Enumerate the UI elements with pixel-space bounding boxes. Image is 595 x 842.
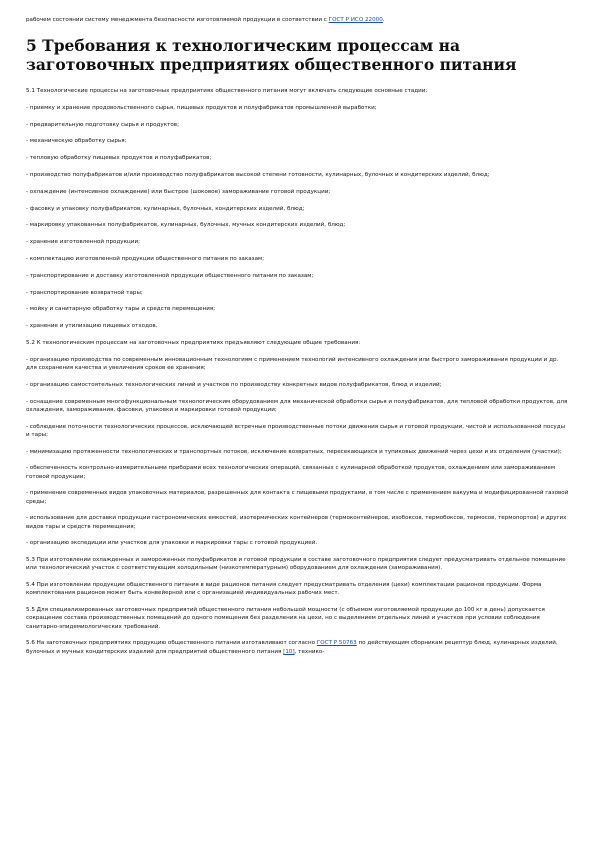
paragraph-text: 5.6 На заготовочных предприятиях продукцию общественного питания изготавливают согласно <box>26 640 317 647</box>
paragraph: - фасовку и упаковку полуфабрикатов, кулинарных, булочных, кондитерских изделий, блюд; <box>26 205 305 212</box>
paragraph: 5.5 Для специализированных заготовочных предприятий общественного питания небольшой мощности (с объемом изготовляемой продукции до 100 кг в день) допускается сокращение состава производственных помещений до одного помещения без разделения на цехи, но с выделением отдельных линий и участков при условии соблюдения санитарно-эпидемиологических требований. <box>26 607 545 630</box>
paragraph: - хранение изготовленной продукции; <box>26 239 140 246</box>
paragraph: - использование для доставки продукции гастрономических емкостей, изотермических контейнеров (термоконтейнеров, изобоксов, термобоксов, термосов, термопортов) и других видов тары и средств перемещения; <box>26 515 567 530</box>
paragraph: - производство полуфабрикатов и/или производство полуфабрикатов высокой степени готовности, кулинарных, булочных и кондитерских изделий, блюд; <box>26 171 490 178</box>
paragraph: - транспортирование возвратной тары; <box>26 289 143 296</box>
paragraph: - организацию самостоятельных технологических линий и участков по производству конкретных видов полуфабрикатов, блюд и изделий; <box>26 381 442 388</box>
section-title: 5 Требования к технологическим процессам на заготовочных предприятиях общественного питания <box>26 36 517 74</box>
paragraph: - мойку и санитарную обработку тары и средств перемещения; <box>26 306 216 313</box>
paragraph: - организацию экспедиции или участков для упаковки и маркировки тары с готовой продукцией. <box>26 540 318 547</box>
paragraph: - оснащение современным многофункциональным технологическим оборудованием для механической обработки сырья и полуфабрикатов, для тепловой обработки продуктов, для охлаждения, замораживания, фасовки, упаковки и маркировки готовой продукции; <box>26 398 568 413</box>
paragraph: - минимизацию протяженности технологических и транспортных потоков, исключение возвратных, пересекающихся и тупиковых движений через цехи и их отделения (участки); <box>26 448 562 455</box>
paragraph: - приемку и хранение продовольственного сырья, пищевых продуктов и полуфабрикатов промышленной выработки; <box>26 104 377 111</box>
paragraph-5-6 <box>26 639 569 655</box>
intro-text: рабочем состоянии систему менеджмента безопасности изготовляемой продукции в соответствии с <box>26 17 329 23</box>
paragraph: 5.4 При изготовлении продукции общественного питания в виде рационов питания следует предусматривать отделения (цехи) комплектации рационов продукции. Форма комплектования рационов может быть конвейерной или с организацией индивидуальных рабочих мест. <box>26 582 542 597</box>
paragraph: - предварительную подготовку сырья и продуктов; <box>26 121 179 128</box>
paragraph: - тепловую обработку пищевых продуктов и полуфабрикатов; <box>26 155 212 162</box>
paragraph-text: , технико- <box>294 648 325 655</box>
paragraph: - обеспеченность контрольно-измерительными приборами всех технологических операций, связанных с кулинарной обработкой продуктов, охлаждением или замораживанием готовой продукции; <box>26 465 556 480</box>
paragraph: 5.1 Технологические процессы на заготовочных предприятиях общественного питания могут включать следующие основные стадии: <box>26 88 428 94</box>
intro-paragraph <box>26 16 569 24</box>
paragraph-text: по действующим сборникам рецептур блюд, кулинарных изделий, булочных и мучных кондитерских изделий для предприятий общественного питания <box>26 640 558 655</box>
paragraph: 5.2 К технологическим процессам на заготовочных предприятиях предъявляют следующие общие требования: <box>26 339 361 346</box>
standard-link[interactable]: ГОСТ Р ИСО 22000 <box>328 17 383 23</box>
paragraph: - применение современных видов упаковочных материалов, разрешенных для контакта с пищевыми продуктами, в том числе с применением вакуума и модифицированной газовой среды; <box>26 490 569 505</box>
reference-link[interactable]: [10] <box>283 648 295 655</box>
paragraph: - маркировку упакованных полуфабрикатов, кулинарных, булочных, мучных кондитерских изделий, блюд; <box>26 222 346 229</box>
paragraph: - соблюдение поточности технологических процессов, исключающей встречные производственные потоки движения сырья и готовой продукции, чистой и использованной посуды и тары; <box>26 423 566 438</box>
paragraph: - комплектацию изготовленной продукции общественного питания по заказам; <box>26 255 265 262</box>
paragraph: 5.3 При изготовлении охлажденных и замороженных полуфабрикатов и готовой продукции в составе заготовочного предприятия следует предусматривать отдельное помещение или технологический участок с соответствующим холодильным (низкотемпературным) оборудованием для охлаждения (замораживания). <box>26 557 566 572</box>
paragraph: - транспортирование и доставку изготовленной продукции общественного питания по заказам; <box>26 272 314 279</box>
paragraph: - механическую обработку сырья; <box>26 138 127 145</box>
paragraph: - хранение и утилизацию пищевых отходов. <box>26 323 158 330</box>
paragraph: - организацию производства по современным инновационным технологиям с применением технологий интенсивного охлаждения или быстрого замораживания продукции и др. для сохранения качества и увеличения сроков ее хранения; <box>26 356 559 371</box>
paragraph-list <box>26 87 569 631</box>
standard-link[interactable]: ГОСТ Р 50763 <box>316 640 357 647</box>
intro-tail: . <box>382 17 385 23</box>
paragraph: - охлаждение (интенсивное охлаждение) или быстрое (шоковое) замораживание готовой продукции; <box>26 188 331 195</box>
